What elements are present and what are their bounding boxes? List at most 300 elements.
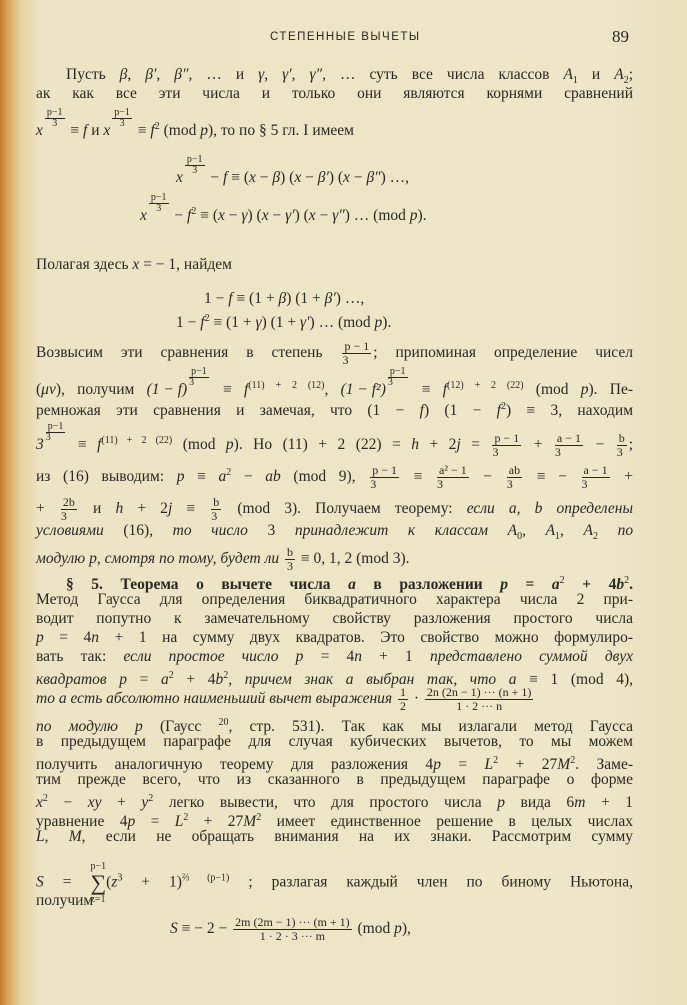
italic-text: A <box>583 522 593 539</box>
fraction <box>425 686 534 713</box>
text-run: ≡ (1 + <box>232 290 279 307</box>
text-run: , <box>324 381 341 399</box>
italic-text: представлено суммой двух <box>429 648 633 665</box>
italic-text: x <box>218 207 225 225</box>
bold-text: . <box>629 576 633 594</box>
italic-text: n <box>91 629 100 646</box>
text-line <box>36 496 633 523</box>
bold-italic-text: a <box>551 576 560 594</box>
italic-text: f <box>187 207 192 225</box>
text-run: имеет единственное решение в целых числах <box>261 813 633 831</box>
text-run: тим прежде всего, что из сказанного в предыдущем параграфе о форме <box>36 771 633 788</box>
text-run: + 4 <box>173 671 216 689</box>
italic-text: p <box>409 207 418 225</box>
text-run: = <box>43 873 91 891</box>
sigma-symbol: ∑ <box>90 870 107 895</box>
italic-text: f <box>97 436 102 454</box>
text-run: уравнение 4 <box>36 813 128 831</box>
text-line <box>36 591 633 609</box>
italic-text: f <box>223 169 228 187</box>
fractional-exponent <box>44 421 68 444</box>
text-run: ≡ <box>210 381 245 399</box>
italic-text: то число <box>172 522 248 539</box>
text-line <box>36 892 633 910</box>
text-run: ( <box>36 381 42 399</box>
fraction-denominator: 3 <box>554 445 561 460</box>
bold-italic-text: b <box>616 576 625 594</box>
text-run: ). Но (11) + 2 (22) = <box>233 436 412 454</box>
text-run: − <box>585 436 615 454</box>
text-run: + <box>101 794 142 812</box>
superscript: (12) + 2 (22) <box>447 380 524 391</box>
fraction-denominator: 3 <box>506 477 513 492</box>
fraction <box>617 432 627 459</box>
equation-line <box>170 916 687 943</box>
text-run: ≡ <box>409 381 443 399</box>
fraction-denominator: 3 <box>52 118 58 130</box>
text-run: (mod <box>172 436 226 454</box>
italic-text: γ <box>255 314 262 332</box>
italic-text: f <box>228 290 233 307</box>
superscript: 2 <box>226 467 232 478</box>
italic-text: m <box>574 794 586 812</box>
running-title: СТЕПЕННЫЕ ВЫЧЕТЫ <box>270 31 421 43</box>
text-run: − <box>170 207 188 225</box>
italic-text: xy <box>87 794 102 812</box>
text-line <box>36 398 633 420</box>
italic-text: p <box>127 813 136 831</box>
fraction-numerator: b <box>287 545 294 559</box>
text-run: , <box>44 828 69 845</box>
italic-text: по модулю p <box>36 718 143 736</box>
text-run: Пусть <box>66 66 120 83</box>
italic-text: p <box>433 756 441 774</box>
text-run: ). <box>417 207 427 225</box>
text-run: ; припоминая определение чисел <box>373 344 633 362</box>
italic-text: β <box>278 290 287 307</box>
italic-text: A <box>563 66 573 83</box>
text-run: + 27 <box>188 813 244 831</box>
superscript: 2 <box>191 206 197 217</box>
text-run: , <box>264 66 283 83</box>
fraction <box>342 340 371 367</box>
italic-text: x <box>132 256 140 273</box>
text-run: + 1 на сумму двух квадратов. Это свойство можно формулиро- <box>99 629 633 646</box>
text-run: водит попутно к замечательному свойству разложения простого числа <box>36 610 633 627</box>
text-run: из (16) выводим: <box>36 468 177 486</box>
superscript: 2 <box>493 755 499 766</box>
superscript: 2 <box>148 793 154 804</box>
superscript: (11) + 2 (22) <box>101 435 173 446</box>
power-base: 3 <box>36 436 44 454</box>
fraction <box>149 193 169 214</box>
text-run: ) (1 − <box>423 402 497 420</box>
text-run: , … и <box>188 66 259 83</box>
text-run: 1 − <box>176 314 201 332</box>
fraction-denominator: 3 <box>156 203 162 215</box>
text-run: ( <box>106 873 112 891</box>
text-run: ) (1 + <box>261 314 301 332</box>
text-run: в предыдущем параграфе для случая кубических вычетов, то мы можем <box>36 733 633 750</box>
power-base: (1 − f) <box>146 381 188 399</box>
italic-text: γ″ <box>332 207 345 225</box>
power-expression <box>103 107 134 142</box>
text-run: , … суть все числа классов <box>322 66 564 83</box>
italic-text: γ′ <box>285 207 295 225</box>
italic-text: A <box>545 522 556 539</box>
fraction-denominator: 3 <box>387 377 393 389</box>
italic-text: h <box>115 500 124 518</box>
italic-text: f <box>83 122 88 140</box>
fraction <box>45 108 65 129</box>
text-run: ≡ <box>133 122 151 140</box>
text-run: + 1 <box>361 648 430 665</box>
superscript: 2 <box>154 121 160 132</box>
fraction <box>388 367 408 388</box>
text-run: + <box>36 500 59 518</box>
text-run: ≡ <box>67 436 98 454</box>
italic-text: x <box>261 207 269 225</box>
text-run: ; <box>628 436 633 454</box>
text-line <box>36 546 633 573</box>
fractional-exponent <box>147 192 171 215</box>
italic-text: x <box>249 169 256 187</box>
text-run: + 2 <box>419 436 457 454</box>
superscript: 2 <box>570 755 576 766</box>
italic-text: p <box>176 468 185 486</box>
text-line <box>36 733 633 751</box>
power-expression <box>176 154 207 189</box>
fraction-denominator: 3 <box>45 432 51 444</box>
text-run: ≡ − <box>524 468 580 486</box>
text-run: ), <box>401 920 411 938</box>
superscript: 2 <box>500 401 506 412</box>
italic-text: y <box>141 794 149 812</box>
italic-text: L <box>36 828 45 845</box>
italic-text: x <box>36 794 43 812</box>
superscript: 2 <box>42 793 48 804</box>
fraction-denominator: 3 <box>192 165 198 176</box>
italic-text: γ <box>258 66 265 83</box>
text-line <box>36 771 633 789</box>
fraction-denominator: 3 <box>616 445 623 460</box>
text-run: = 4 <box>43 629 92 646</box>
text-line <box>36 648 633 666</box>
fraction <box>46 422 66 443</box>
italic-text: a <box>218 468 227 486</box>
fraction-denominator: 3 <box>342 353 349 367</box>
equation-line <box>204 290 687 308</box>
fraction <box>189 367 209 388</box>
superscript: 2 <box>183 812 189 823</box>
text-run: ), получим <box>55 381 147 399</box>
power-base: x <box>103 122 111 140</box>
fraction-numerator: p−1 <box>150 192 167 204</box>
text-run: = <box>135 813 175 831</box>
text-line <box>36 256 633 274</box>
text-run: − <box>206 169 224 187</box>
bold-italic-text: a <box>348 576 356 594</box>
text-run: вида 6 <box>504 794 575 812</box>
italic-text: f <box>244 381 249 399</box>
italic-text: p <box>374 314 383 332</box>
italic-text: p <box>36 629 44 646</box>
italic-text: γ″ <box>309 66 323 83</box>
italic-text: принадлежит к классам <box>294 522 489 539</box>
text-run: ≡ − 2 − <box>177 920 232 938</box>
text-run: , <box>291 66 310 83</box>
text-run: ; разлагая каждый член по биному Ньютона, <box>229 873 633 891</box>
fraction-numerator: 1 <box>400 685 406 699</box>
fractional-exponent <box>386 366 410 389</box>
fraction <box>211 496 221 523</box>
text-run: (mod <box>523 381 581 399</box>
fraction <box>507 464 522 491</box>
text-run: и <box>87 122 104 140</box>
text-run: легко вывести, что для простого числа <box>153 794 498 812</box>
text-run: , <box>156 66 175 83</box>
text-run: − <box>470 468 505 486</box>
text-run: 1 − <box>204 290 229 307</box>
italic-text: γ <box>241 207 248 225</box>
subscript: 2 <box>592 531 598 543</box>
italic-text: x <box>294 169 302 187</box>
text-run: ). <box>382 314 392 332</box>
equation-line <box>176 154 687 189</box>
fraction-denominator: 3 <box>211 509 218 523</box>
text-line <box>36 464 633 491</box>
text-run: = <box>460 436 491 454</box>
fraction-numerator: p − 1 <box>344 339 370 353</box>
fraction-denominator: 3 <box>119 118 125 130</box>
text-run: ) …, <box>380 169 410 187</box>
italic-text: γ′ <box>300 314 310 332</box>
fraction-numerator: 2m (2m − 1) ··· (m + 1) <box>235 915 350 929</box>
italic-text: L <box>174 813 184 831</box>
text-run: ≡ <box>172 500 210 518</box>
fraction-numerator: p−1 <box>46 107 63 119</box>
power-expression <box>36 421 67 456</box>
fraction-denominator: 3 <box>370 477 377 492</box>
subscript: 1 <box>572 75 578 87</box>
italic-text: квадратов p <box>36 671 128 689</box>
italic-text: A <box>507 522 518 539</box>
text-line <box>36 85 633 103</box>
power-base: x <box>140 207 147 225</box>
fraction-denominator: 2 <box>400 699 406 713</box>
text-run: Метод Гаусса для определения биквадратичного характера числа 2 при- <box>36 591 633 608</box>
fraction <box>582 464 610 491</box>
text-run <box>598 522 618 539</box>
sum-lower-limit: z=1 <box>90 894 106 905</box>
italic-text: x <box>308 207 316 225</box>
fraction-numerator: ab <box>508 463 521 478</box>
text-run: и <box>78 500 116 518</box>
bold-text: в разложении <box>355 576 501 594</box>
italic-text: , причем знак a выбран так, что a <box>228 671 517 689</box>
italic-text: p <box>497 794 505 812</box>
fraction-denominator: 3 <box>287 559 294 573</box>
text-run: ≡ 1 (mod 4), <box>516 671 634 689</box>
text-run: ) ( <box>294 207 309 225</box>
text-line <box>36 828 633 846</box>
subscript: 0 <box>517 531 523 543</box>
text-run: + 1) <box>122 873 182 891</box>
sum-upper-limit: p−1 <box>90 861 107 872</box>
text-run: (mod <box>159 122 201 140</box>
italic-text: то a есть абсолютно наименьший вычет выражения <box>36 690 396 708</box>
text-run: ), то по § 5 гл. I имеем <box>207 122 354 140</box>
text-run: ) … (mod <box>344 207 410 225</box>
italic-text: f <box>200 314 205 332</box>
italic-text: модулю p, смотря по тому, будет ли <box>36 550 284 568</box>
text-run <box>488 522 508 539</box>
italic-text: f <box>496 402 501 420</box>
italic-text: M <box>68 828 82 845</box>
text-run: + 2 <box>123 500 168 518</box>
text-run: и <box>577 66 615 83</box>
italic-text: μν <box>41 381 56 399</box>
fraction-denominator: 3 <box>189 377 195 389</box>
superscript: 2 <box>559 575 565 586</box>
text-run: ) …, <box>335 290 365 307</box>
text-run: ≡ ( <box>227 169 249 187</box>
fraction-denominator: 3 <box>60 509 67 523</box>
bold-text: + 4 <box>564 576 617 594</box>
fraction-numerator: p−1 <box>389 366 406 378</box>
italic-text: n <box>354 648 362 665</box>
fraction <box>370 464 399 491</box>
text-run: − <box>255 169 273 187</box>
italic-text: S <box>36 873 44 891</box>
text-run: ) ( <box>247 207 262 225</box>
text-run: (mod 3). Получаем теорему: <box>223 500 467 518</box>
text-run: 3 <box>247 522 295 539</box>
fraction <box>492 432 521 459</box>
fraction <box>285 546 295 573</box>
text-run: вать так: <box>36 648 124 665</box>
text-run: − <box>47 794 88 812</box>
text-run: = − 1, найдем <box>139 256 232 273</box>
text-run: ) ≡ 3, находим <box>505 402 633 420</box>
fraction-numerator: p − 1 <box>372 463 397 478</box>
text-run: = 4 <box>303 648 355 665</box>
text-run: , стр. 531). Так как мы излагали метод Гаусса <box>228 718 633 736</box>
text-run: (16), <box>103 522 173 539</box>
text-run: + 27 <box>498 756 558 774</box>
italic-text: A <box>614 66 624 83</box>
fraction-numerator: a² − 1 <box>439 463 467 478</box>
superscript: (11) + 2 (12) <box>248 380 325 391</box>
text-line <box>36 522 633 546</box>
italic-text: β′ <box>317 169 329 187</box>
italic-text: j <box>167 500 173 518</box>
italic-text: p <box>200 122 208 140</box>
text-run: Полагая здесь <box>36 256 133 273</box>
text-run: − <box>231 468 266 486</box>
italic-text: f <box>419 402 424 420</box>
italic-text: S <box>170 920 178 938</box>
italic-text: γ′ <box>282 66 292 83</box>
text-run: ; <box>628 66 633 83</box>
power-base: x <box>36 122 43 140</box>
text-run: = <box>440 756 485 774</box>
text-run: получим <box>36 892 94 909</box>
bold-text: = <box>507 576 552 594</box>
italic-text: a <box>161 671 169 689</box>
fraction-numerator: p−1 <box>47 421 64 433</box>
fraction-denominator: 1 · 2 ··· n <box>456 699 503 713</box>
superscript: 3 <box>117 872 123 884</box>
text-run: ак как все эти числа и только они являются корнями сравнений <box>36 85 633 102</box>
superscript: 2 <box>624 575 630 586</box>
italic-text: если простое число p <box>123 648 304 665</box>
text-run: ремножая эти сравнения и замечая, что (1 − <box>36 402 420 420</box>
text-run: ≡ <box>184 468 219 486</box>
italic-text: условиями <box>36 522 104 539</box>
text-run: ≡ ( <box>196 207 218 225</box>
bold-text: § 5. Теорема о вычете числа <box>66 576 349 594</box>
text-run: − <box>315 207 333 225</box>
text-run: ≡ (1 + <box>209 314 256 332</box>
text-line <box>36 686 633 713</box>
fraction-numerator: 2b <box>62 495 75 509</box>
fractional-exponent <box>183 154 207 176</box>
power-base: (1 − f²) <box>340 381 386 399</box>
text-run: . Заме- <box>575 756 633 774</box>
text-run: ≡ <box>401 468 436 486</box>
text-run: (mod <box>353 920 395 938</box>
text-run: ) ( <box>328 169 344 187</box>
fraction <box>61 496 77 523</box>
italic-text: β <box>119 66 128 83</box>
text-run: − <box>268 207 286 225</box>
fraction <box>555 432 583 459</box>
italic-text: β″ <box>174 66 189 83</box>
text-run: (Гаусс <box>142 718 219 736</box>
text-run: ). Пе- <box>588 381 634 399</box>
italic-text: β′ <box>145 66 157 83</box>
superscript: 20 <box>218 717 229 728</box>
power-base: x <box>176 169 183 187</box>
text-run: + <box>611 468 633 486</box>
text-run: , <box>522 522 546 539</box>
italic-text: β <box>272 169 281 187</box>
text-run: Возвысим эти сравнения в степень <box>36 344 341 362</box>
text-run: = <box>127 671 161 689</box>
text-line <box>36 629 633 647</box>
text-run: − <box>301 169 318 187</box>
superscript: 2 <box>223 670 229 681</box>
fractional-exponent <box>187 366 211 389</box>
text-run: , <box>560 522 584 539</box>
text-line <box>36 340 633 367</box>
equation-line <box>176 310 687 332</box>
superscript: 2 <box>204 313 210 324</box>
italic-text: p <box>225 436 234 454</box>
italic-text: M <box>557 756 571 774</box>
text-run: + 1 <box>585 794 633 812</box>
text-run: получить аналогичную теорему для разложения 4 <box>36 756 434 774</box>
text-run: , <box>127 66 146 83</box>
fraction-denominator: 3 <box>437 477 444 492</box>
italic-text: f <box>442 381 448 399</box>
italic-text: если a, b определены <box>466 500 633 518</box>
subscript: 2 <box>623 75 629 87</box>
superscript: ⅔ (p−1) <box>181 872 230 884</box>
text-run: , если не обращать внимания на их знаки. Рассмотрим сумму <box>81 828 634 845</box>
italic-text: x <box>343 169 350 187</box>
